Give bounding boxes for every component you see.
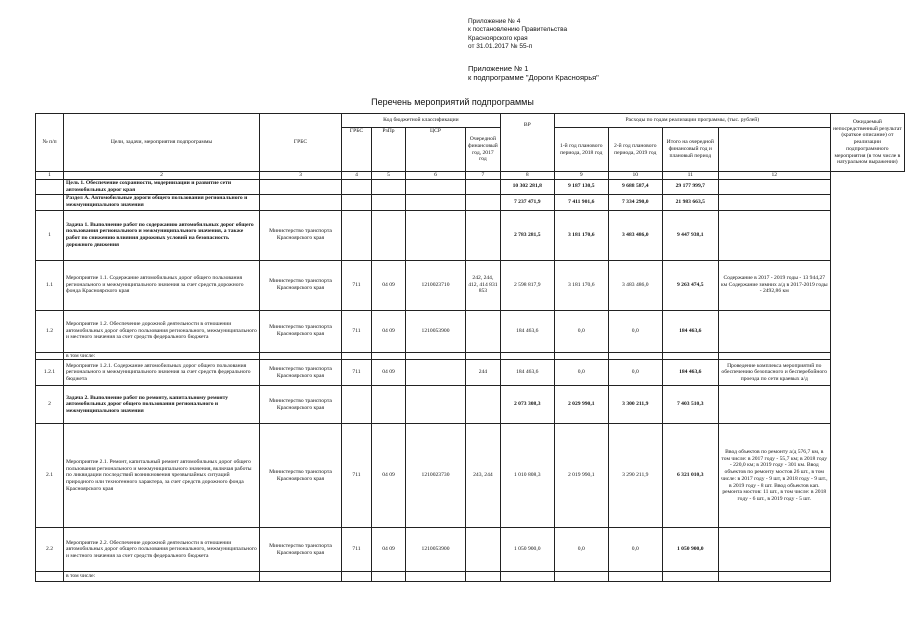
row-result (718, 310, 830, 352)
row-vr (466, 210, 501, 260)
column-number: 10 (608, 172, 662, 180)
row-total (662, 352, 718, 360)
col-total: Итого на очередной финансовый год и плановый период (662, 128, 718, 172)
row-2019: 3 483 486,0 (608, 260, 662, 310)
row-number: 2.2 (36, 528, 64, 572)
row-code-grbs: 711 (342, 528, 372, 572)
row-rzpr (372, 210, 406, 260)
row-code-grbs (342, 352, 372, 360)
row-2017 (500, 352, 554, 360)
header-line: Красноярского края (468, 34, 528, 42)
row-result (718, 352, 830, 360)
row-2019: 0,0 (608, 310, 662, 352)
row-total: 184 463,6 (662, 360, 718, 386)
column-number: 4 (342, 172, 372, 180)
row-number (36, 572, 64, 582)
row-2017: 2 783 281,5 (500, 210, 554, 260)
column-number: 3 (260, 172, 342, 180)
row-2019: 0,0 (608, 528, 662, 572)
row-vr (466, 310, 501, 352)
row-rzpr (372, 180, 406, 195)
row-vr (466, 194, 501, 210)
table-row (36, 572, 905, 582)
column-number: 12 (718, 172, 830, 180)
col-code-grbs: ГРБС (342, 128, 372, 172)
row-grbs: Министерство транспорта Красноярского края (260, 260, 342, 310)
row-code-grbs: 711 (342, 260, 372, 310)
appendix-line: к подпрограмме "Дороги Красноярья" (468, 73, 599, 82)
row-result (718, 180, 830, 195)
row-csr (406, 180, 466, 195)
row-rzpr: 04 09 (372, 360, 406, 386)
row-2017: 1 050 900,0 (500, 528, 554, 572)
column-numbers-row (36, 172, 905, 180)
row-rzpr: 04 09 (372, 424, 406, 528)
row-csr: 1210023710 (406, 260, 466, 310)
row-result (718, 572, 830, 582)
row-2017: 1 010 808,3 (500, 424, 554, 528)
row-number: 1 (36, 210, 64, 260)
row-rzpr: 04 09 (372, 528, 406, 572)
row-csr (406, 360, 466, 386)
row-title: Задача 2. Выполнение работ по ремонту, капитальному ремонту автомобильных дорог общего пользования регионального и межмуниципального значения (64, 386, 260, 424)
row-result (718, 210, 830, 260)
row-rzpr (372, 572, 406, 582)
row-grbs (260, 572, 342, 582)
header-line: Приложение № 4 (468, 18, 521, 25)
row-code-grbs: 711 (342, 360, 372, 386)
table-row (36, 180, 905, 195)
table-row (36, 360, 905, 386)
page-title: Перечень мероприятий подпрограммы (371, 97, 534, 107)
row-2018: 0,0 (554, 360, 608, 386)
row-title: Мероприятие 1.2. Обеспечение дорожной деятельности в отношении автомобильных дорог общего пользования регионального, межмуниципального и местного значения за счет средств федерального бюджета (64, 310, 260, 352)
row-code-grbs: 711 (342, 424, 372, 528)
table-row (36, 352, 905, 360)
row-2018: 7 411 901,6 (554, 194, 608, 210)
row-total: 184 463,6 (662, 310, 718, 352)
row-2017: 184 463,6 (500, 310, 554, 352)
row-csr (406, 352, 466, 360)
row-2019: 9 688 587,4 (608, 180, 662, 195)
row-csr (406, 572, 466, 582)
row-2019: 0,0 (608, 360, 662, 386)
row-number: 2 (36, 386, 64, 424)
row-vr: 244 (466, 360, 501, 386)
row-number (36, 194, 64, 210)
row-total: 1 050 900,0 (662, 528, 718, 572)
column-number: 1 (36, 172, 64, 180)
row-2019: 3 290 211,9 (608, 424, 662, 528)
row-rzpr (372, 194, 406, 210)
row-vr: 243, 244 (466, 424, 501, 528)
row-2017 (500, 572, 554, 582)
row-title: Мероприятие 2.2. Обеспечение дорожной деятельности в отношении автомобильных дорог общего пользования регионального, межмуниципального и местного значения за счет средств федерального бюджета (64, 528, 260, 572)
row-code-grbs (342, 386, 372, 424)
row-result: Ввод объектов по ремонту а/д 576,7 км, в том числе: в 2017 году - 55,7 км; в 2018 году - 220,0 км; в 2019 году - 301 км. Ввод объектов по ремонту мостов 26 шт., в том числе: в 2017 году - 9 шт, в 2018 году - 9 шт., в 2019 году - 8 шт. Ввод объектов кап. ремонта мостов: 11 шт., в том числе: в 2018 году - 6 шт., в 2019 году - 5 шт. (718, 424, 830, 528)
row-2017: 7 237 471,9 (500, 194, 554, 210)
appendix-block (468, 64, 599, 82)
row-number (36, 352, 64, 360)
row-result: Проведение комплекса мероприятий по обеспечению безопасного и бесперебойного проезда по сети краевых а/д (718, 360, 830, 386)
col-vr: ВР (500, 114, 554, 138)
row-2019: 3 300 211,9 (608, 386, 662, 424)
row-2018: 0,0 (554, 310, 608, 352)
row-grbs: Министерство транспорта Красноярского края (260, 210, 342, 260)
row-2019: 7 334 290,0 (608, 194, 662, 210)
row-number: 1.2 (36, 310, 64, 352)
row-2018: 3 181 170,6 (554, 260, 608, 310)
column-number: 9 (554, 172, 608, 180)
column-number: 7 (466, 172, 501, 180)
row-csr (406, 210, 466, 260)
row-total: 9 447 938,1 (662, 210, 718, 260)
row-rzpr (372, 386, 406, 424)
col-result: Ожидаемый непосредственный результат (краткое описание) от реализации подпрограммного мероприятия (в том числе в натуральном выражении) (830, 114, 904, 172)
row-csr (406, 386, 466, 424)
row-total: 6 321 010,3 (662, 424, 718, 528)
table-row (36, 528, 905, 572)
row-grbs: Министерство транспорта Красноярского края (260, 424, 342, 528)
row-grbs (260, 194, 342, 210)
row-vr (466, 386, 501, 424)
row-result (718, 528, 830, 572)
col-code: Код бюджетной классификации (342, 114, 501, 128)
column-number: 11 (662, 172, 718, 180)
row-2017: 2 073 308,3 (500, 386, 554, 424)
row-vr (466, 180, 501, 195)
row-title: в том числе: (64, 352, 260, 360)
row-csr (406, 194, 466, 210)
row-2018: 9 187 130,5 (554, 180, 608, 195)
row-2019 (608, 572, 662, 582)
row-grbs: Министерство транспорта Красноярского края (260, 528, 342, 572)
row-total (662, 572, 718, 582)
row-2018: 0,0 (554, 528, 608, 572)
row-csr: 1210053900 (406, 528, 466, 572)
table-row (36, 424, 905, 528)
row-rzpr (372, 352, 406, 360)
row-grbs: Министерство транспорта Красноярского края (260, 386, 342, 424)
col-2018: 1-й год планового периода, 2018 год (554, 128, 608, 172)
row-2018: 3 181 170,6 (554, 210, 608, 260)
appendix-line: Приложение № 1 (468, 64, 529, 73)
row-number (36, 180, 64, 195)
row-title: Цель 1. Обеспечение сохранности, модернизации и развитие сети автомобильных дорог края (64, 180, 260, 195)
row-title: Мероприятие 1.1. Содержание автомобильных дорог общего пользования регионального и межмуниципального значения за счет средств дорожного фонда Красноярского края (64, 260, 260, 310)
col-num: № п/п (36, 114, 64, 172)
row-code-grbs (342, 180, 372, 195)
row-title: Раздел А. Автомобильные дороги общего пользования регионального и межмуниципального значения (64, 194, 260, 210)
row-total: 21 983 663,5 (662, 194, 718, 210)
table-body (36, 180, 905, 582)
row-code-grbs (342, 572, 372, 582)
row-2018: 2 019 990,1 (554, 424, 608, 528)
column-number: 5 (372, 172, 406, 180)
header-line: от 31.01.2017 № 55-п (468, 42, 533, 50)
row-2018 (554, 572, 608, 582)
row-code-grbs (342, 210, 372, 260)
row-2018: 2 029 990,1 (554, 386, 608, 424)
col-grbs: ГРБС (260, 114, 342, 172)
row-grbs (260, 352, 342, 360)
column-number: 8 (500, 172, 554, 180)
col-csr: ЦСР (406, 128, 466, 172)
col-2019: 2-й год планового периода, 2019 год (608, 128, 662, 172)
row-total: 7 403 510,3 (662, 386, 718, 424)
row-2018 (554, 352, 608, 360)
row-title: Мероприятие 1.2.1. Содержание автомобильных дорог общего пользования регионального и межмуниципального значения за счет средств федерального бюджета (64, 360, 260, 386)
row-grbs (260, 180, 342, 195)
row-grbs: Министерство транспорта Красноярского края (260, 310, 342, 352)
header-line: к постановлению Правительства (468, 26, 568, 34)
row-title: Мероприятие 2.1. Ремонт, капитальный ремонт автомобильных дорог общего пользования регионального и межмуниципального значения, включая работы по ликвидации последствий возникновения чрезвычайных ситуаций природного или техногенного характера, за счет средств дорожного фонда Красноярского края (64, 424, 260, 528)
row-code-grbs: 711 (342, 310, 372, 352)
col-2017: Очередной финансовый год, 2017 год (466, 128, 501, 172)
column-number: 2 (64, 172, 260, 180)
row-result: Содержание в 2017 - 2019 годы - 13 944,27 км Содержание зимних а/д в 2017-2019 годы - 2492,86 км (718, 260, 830, 310)
column-number: 6 (406, 172, 466, 180)
row-result (718, 194, 830, 210)
row-csr: 1210053900 (406, 310, 466, 352)
row-grbs: Министерство транспорта Красноярского края (260, 360, 342, 386)
row-number: 2.1 (36, 424, 64, 528)
row-csr: 1210023730 (406, 424, 466, 528)
col-vr-spacer (500, 138, 554, 172)
col-expenses: Расходы по годам реализации программы, (тыс. рублей) (554, 114, 830, 128)
table-row (36, 260, 905, 310)
row-2019: 3 483 486,0 (608, 210, 662, 260)
col-rzpr: РзПр (372, 128, 406, 172)
row-vr (466, 572, 501, 582)
row-title: Задача 1. Выполнение работ по содержанию автомобильных дорог общего пользования регионального и межмуниципального значения, а также работ по снижению влияния дорожных условий на безопасность дорожного движения (64, 210, 260, 260)
row-rzpr: 04 09 (372, 310, 406, 352)
measures-table (35, 113, 905, 582)
row-2019 (608, 352, 662, 360)
header-block (468, 18, 567, 51)
row-number: 1.1 (36, 260, 64, 310)
row-vr (466, 528, 501, 572)
row-vr: 242, 244, 412, 414 831 853 (466, 260, 501, 310)
row-result (718, 386, 830, 424)
table-row (36, 386, 905, 424)
row-2017: 184 463,6 (500, 360, 554, 386)
row-2017: 10 302 281,8 (500, 180, 554, 195)
table-row (36, 210, 905, 260)
col-goal: Цели, задачи, мероприятия подпрограммы (64, 114, 260, 172)
table-row (36, 310, 905, 352)
row-total: 29 177 999,7 (662, 180, 718, 195)
row-code-grbs (342, 194, 372, 210)
row-title: в том числе: (64, 572, 260, 582)
row-rzpr: 04 09 (372, 260, 406, 310)
row-total: 9 263 474,5 (662, 260, 718, 310)
row-number: 1.2.1 (36, 360, 64, 386)
row-2017: 2 598 817,9 (500, 260, 554, 310)
table-row (36, 194, 905, 210)
row-vr (466, 352, 501, 360)
